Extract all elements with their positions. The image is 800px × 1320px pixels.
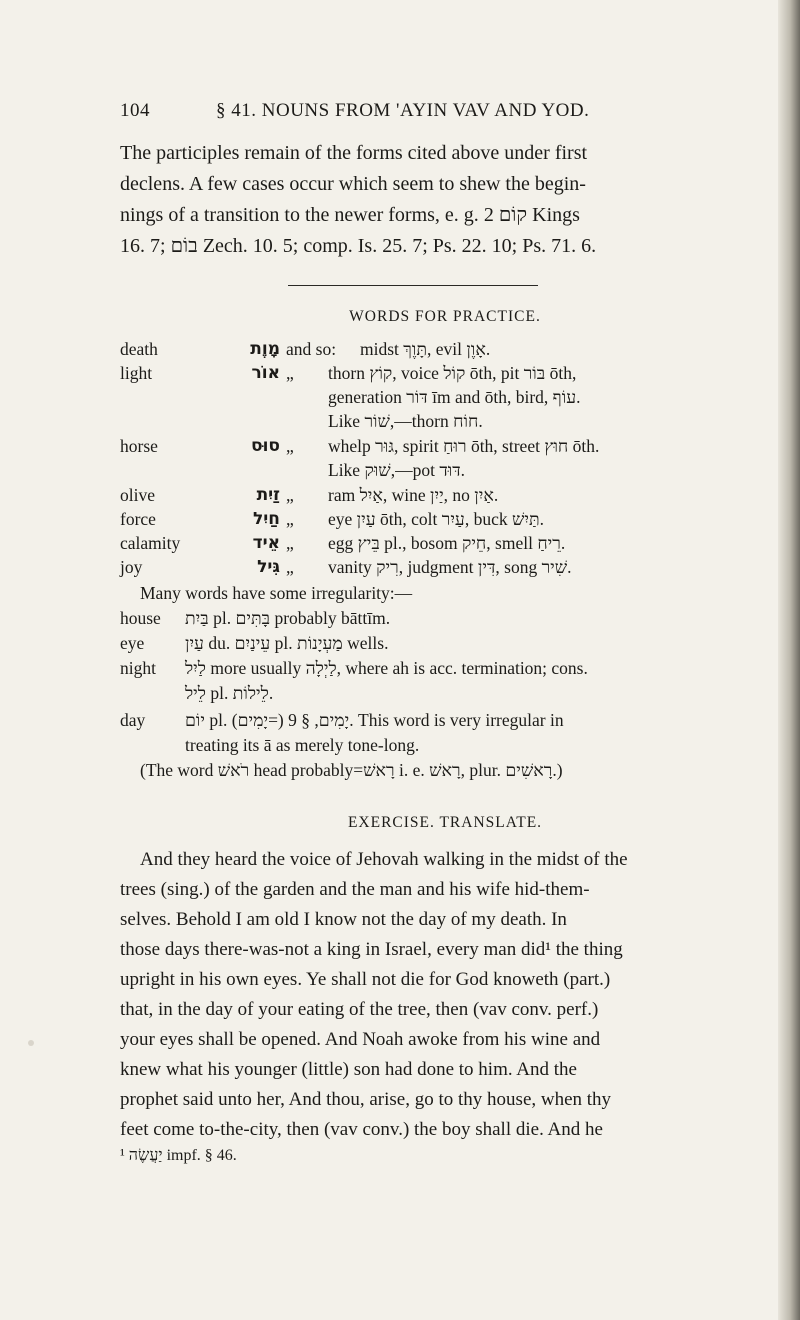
scan-speck (28, 1040, 34, 1046)
vocab-description: midst תָּוֶךְ, evil אָוֶן. (360, 339, 491, 359)
intro-line: 16. 7; בוֹם Zech. 10. 5; comp. Is. 25. 7; Ps. 22. 10; Ps. 71. 6. (120, 235, 597, 257)
vocab-hebrew: מָוֶת (250, 339, 280, 359)
vocab-connector: „ (286, 485, 294, 505)
vocab-connector: „ (286, 363, 294, 383)
vocab-hebrew: אוֹר (251, 363, 280, 383)
footnote: ¹ יַעֲשֶׂה impf. § 46. (120, 1147, 237, 1164)
vocab-english: death (120, 339, 158, 359)
page-edge-shadow (778, 0, 800, 1320)
exercise-line: those days there-was-not a king in Israel, every man did¹ the thing (120, 939, 623, 960)
vocab-description: whelp גּוּר, spirit רוּחַ ōth, street חוּץ ōth. (328, 436, 600, 456)
exercise-line: your eyes shall be opened. And Noah awoke from his wine and (120, 1029, 601, 1050)
vocab-connector: „ (286, 509, 294, 529)
vocab-english: light (120, 363, 153, 383)
vocab-description: thorn קוֹץ, voice קוֹל ōth, pit בּוֹר ōth, (328, 363, 577, 383)
exercise-line: upright in his own eyes. Ye shall not die for God knoweth (part.) (120, 969, 611, 990)
vocab-english: calamity (120, 533, 181, 553)
exercise-line: knew what his younger (little) son had done to him. And the (120, 1059, 577, 1080)
irregular-text: יוֹם pl. (יָמִים=) יָמִים, § 9. This word is very irregular in (185, 710, 564, 730)
irregular-english: night (120, 658, 156, 678)
exercise-line: selves. Behold I am old I know not the day of my death. In (120, 909, 567, 930)
vocab-english: joy (120, 557, 143, 577)
irregular-english: house (120, 608, 161, 628)
vocab-description: generation דּוֹר īm and ōth, bird, עוֹף. (328, 387, 581, 407)
running-title: § 41. NOUNS FROM 'AYIN VAV AND YOD. (216, 100, 590, 121)
vocab-description: Like שׁוֹר,—thorn חוֹח. (328, 411, 483, 431)
exercise-title: EXERCISE. TRANSLATE. (347, 814, 543, 831)
vocab-description: ram אַיִל, wine יַיִן, no אַיִן. (328, 485, 499, 505)
vocab-connector: „ (286, 436, 294, 456)
exercise-line: And they heard the voice of Jehovah walking in the midst of the (140, 849, 628, 870)
vocab-connector: and so: (286, 339, 337, 359)
vocab-english: horse (120, 436, 158, 456)
exercise-line: prophet said unto her, And thou, arise, go to thy house, when thy (120, 1089, 612, 1110)
vocab-hebrew: גִּיל (257, 557, 280, 577)
irregular-intro: Many words have some irregularity:— (140, 583, 413, 603)
running-header (120, 92, 770, 126)
irregular-text: עַיִן du. עֵינַיִם pl. מַעְיָנוֹת wells. (185, 633, 389, 653)
vocab-connector: „ (286, 533, 294, 553)
exercise-line: trees (sing.) of the garden and the man and his wife hid-them- (120, 879, 590, 900)
exercise-line: feet come to-the-city, then (vav conv.) the boy shall die. And he (120, 1119, 603, 1140)
intro-line: declens. A few cases occur which seem to shew the begin- (120, 173, 586, 195)
vocab-description: eye עַיִן ōth, colt עַיִר, buck תַּיִשׁ. (328, 509, 545, 529)
words-title: WORDS FOR PRACTICE. (349, 308, 541, 325)
vocab-hebrew: זַיִת (256, 485, 280, 505)
vocab-hebrew: סוּס (251, 436, 280, 456)
irregular-text: לַיִל more usually לַיְלָה, where ah is acc. termination; cons. (185, 658, 588, 678)
section-divider (288, 285, 538, 286)
intro-paragraph (120, 138, 770, 262)
vocab-description: egg בֵּיץ pl., bosom חֵיק, smell רֵיחַ. (328, 533, 566, 553)
vocab-english: force (120, 509, 156, 529)
irregular-text: בַּיִת pl. בָּתִּים probably bāttīm. (185, 608, 391, 628)
vocab-hebrew: חַיִל (253, 509, 280, 529)
intro-line: nings of a transition to the newer forms, e. g. קוֹם 2 Kings (120, 204, 580, 226)
vocab-description: vanity רִיק, judgment דִּין, song שִׁיר. (328, 557, 572, 577)
intro-line: The participles remain of the forms cited above under first (120, 142, 588, 164)
irregular-text: לֵיל pl. לֵילוֹת. (185, 683, 274, 703)
vocab-description: Like שׁוּק,—pot דּוּד. (328, 460, 465, 480)
vocab-connector: „ (286, 557, 294, 577)
vocab-english: olive (120, 485, 155, 505)
irregular-english: day (120, 710, 146, 730)
irregular-english: eye (120, 633, 145, 653)
irregular-text: treating its ā as merely tone-long. (185, 735, 420, 755)
vocab-hebrew: אֵיד (252, 533, 280, 553)
exercise-line: that, in the day of your eating of the tree, then (vav conv. perf.) (120, 999, 599, 1020)
irregular-note: (The word רֹאשׁ head probably=רָאשׁ i. e. רָאשׁ, plur. רָאשִׁים.) (140, 760, 563, 780)
page-number: 104 (120, 100, 150, 121)
